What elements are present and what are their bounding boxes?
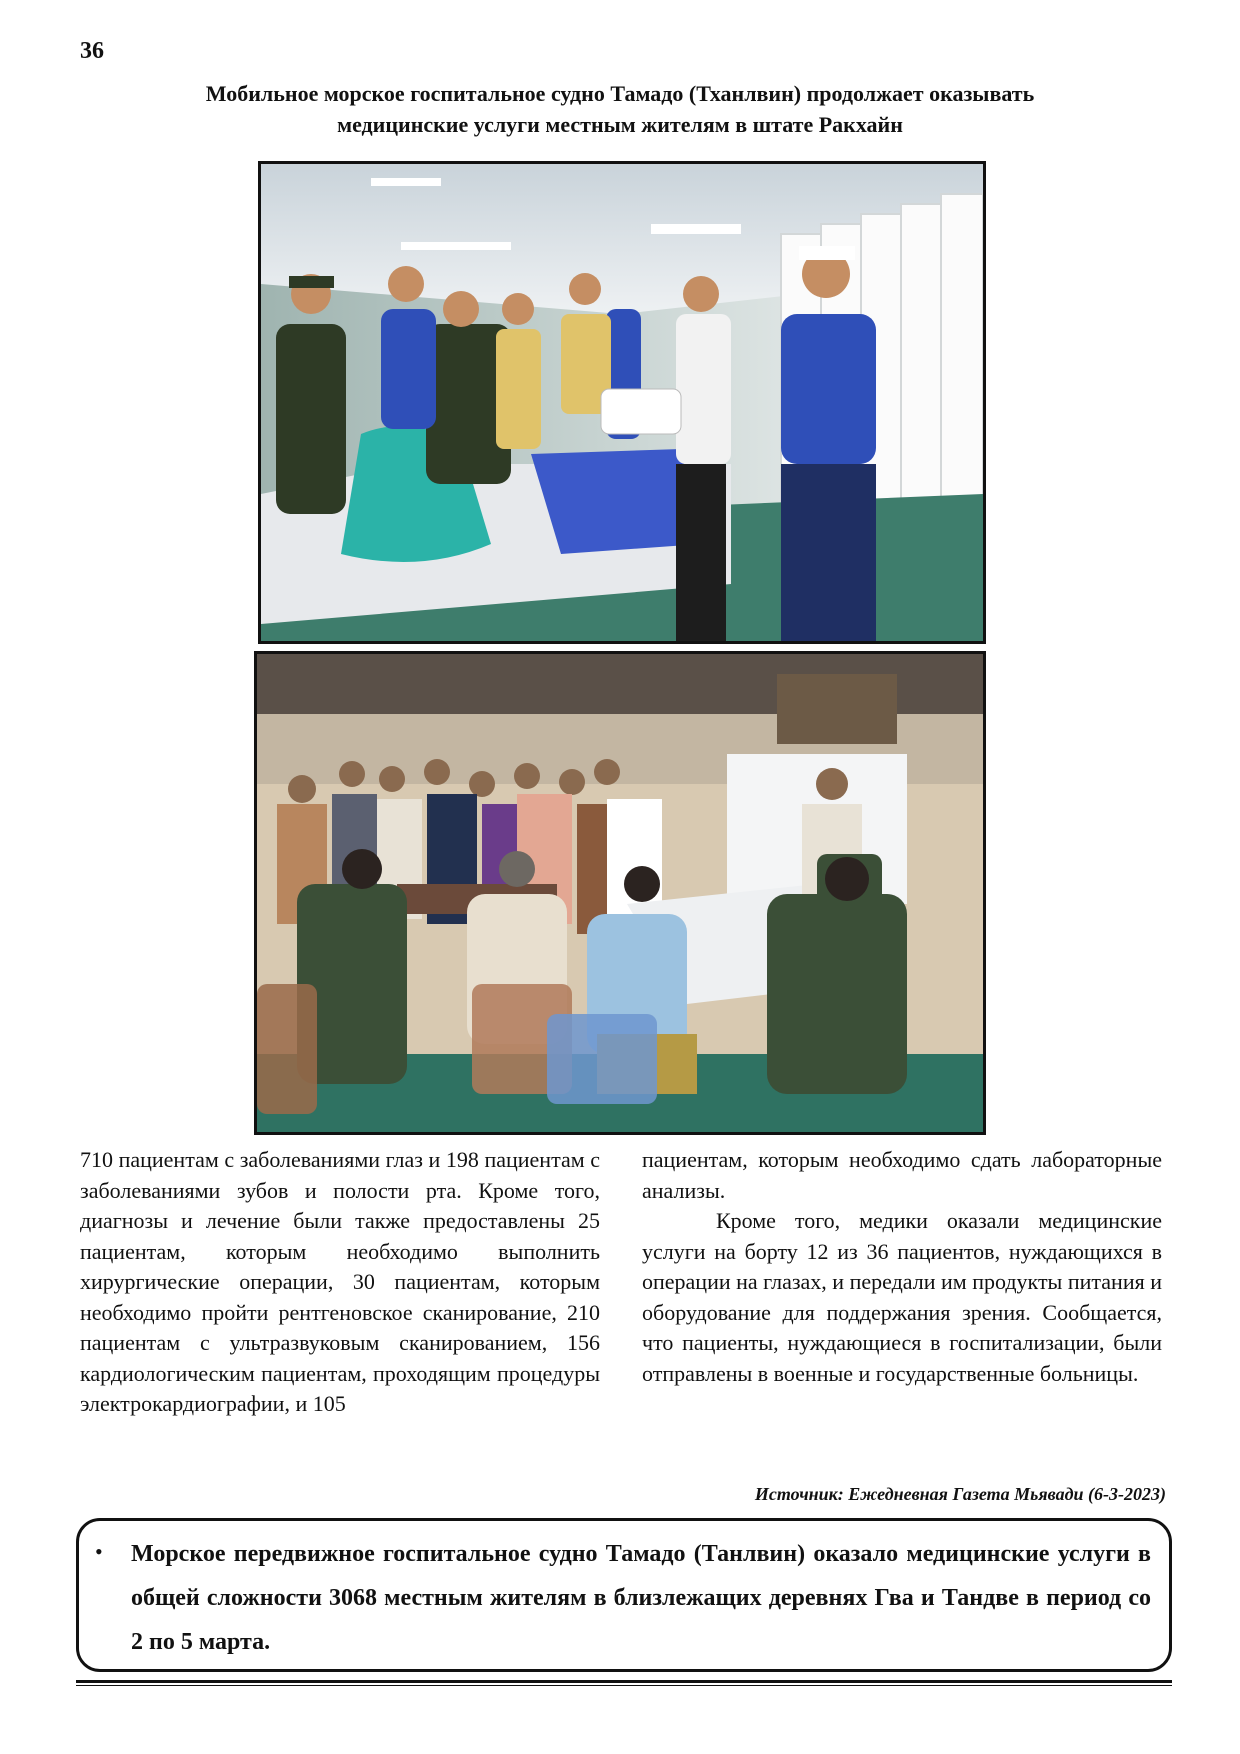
- summary-callout: [76, 1518, 1172, 1672]
- footer-rule: [76, 1680, 1172, 1683]
- article-paragraph: Кроме того, медики оказали медицинские услуги на борту 12 из 36 пациентов, нуждающихся в операции на глазах, и передали им продукты питания и оборудование для поддержания зрения. Сообщается, что пациенты, нуждающиеся в госпитализации, были отправлены в военные и государственные больницы.: [642, 1208, 1162, 1386]
- article-column-left: [80, 1145, 600, 1420]
- article-paragraph: 710 пациентам с заболеваниями глаз и 198 пациентам с заболеваниями зубов и полости рта. Кроме того, диагнозы и лечение были также предоставлены 25 пациентам, которым необходимо выполнить хирургические операции, 30 пациентам, которым необходимо пройти рентгеновское сканирование, 210 пациентам с ультразвуковым сканированием, 156 кардиологическим пациентам, проходящим процедуры электрокардиографии, и 105: [80, 1147, 600, 1416]
- photo-medical-consultation: [254, 651, 986, 1135]
- photo-hospital-ward: [258, 161, 986, 644]
- photo-hospital-ward-image: [261, 164, 983, 641]
- article-title-line-1: Мобильное морское госпитальное судно Тамадо (Тханлвин) продолжает оказывать: [205, 81, 1035, 106]
- summary-callout-text: Морское передвижное госпитальное судно Тамадо (Танлвин) оказало медицинские услуги в общей сложности 3068 местным жителям в близлежащих деревнях Гва и Тандве в период со 2 по 5 марта.: [131, 1541, 1151, 1655]
- photo-medical-consultation-image: [257, 654, 983, 1132]
- footer-rule-thin: [76, 1685, 1172, 1686]
- article-column-right: [642, 1145, 1162, 1389]
- article-paragraph: пациентам, которым необходимо сдать лабораторные анализы.: [642, 1147, 1162, 1203]
- article-title: [100, 78, 1140, 140]
- source-citation: Источник: Ежедневная Газета Мьявади (6-3-2023): [754, 1484, 1166, 1504]
- page-number: 36: [80, 38, 104, 64]
- bullet-icon: •: [95, 1539, 103, 1564]
- article-title-line-2: медицинские услуги местным жителям в штате Ракхайн: [337, 112, 903, 137]
